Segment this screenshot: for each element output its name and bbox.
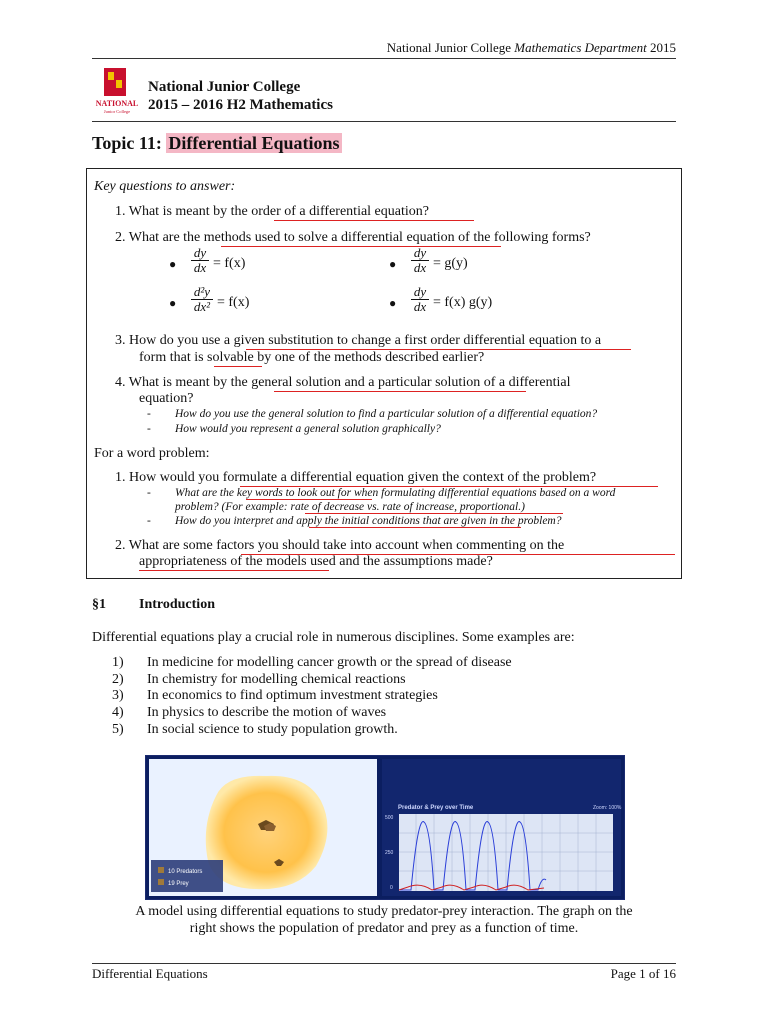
list-item: 3) In economics to find optimum investment strategies — [112, 688, 438, 704]
form-4: = f(x) g(y) — [433, 295, 493, 310]
question-3-line1: 3. How do you use a given substitution to change a first order differential equation to a — [115, 333, 602, 348]
intro-list — [112, 655, 512, 739]
habitat-blob — [206, 776, 328, 889]
question-1: 1. What is meant by the order of a differential equation? — [115, 204, 429, 219]
fraction-dy-dx-2: $\frac{dy}{dx}$ — [411, 246, 429, 275]
section-title: Introduction — [139, 597, 215, 612]
section-number: §1 — [92, 597, 106, 612]
legend-box — [151, 860, 223, 892]
word-q1-sub1-line1: What are the key words to look out for when formulating differential equations based on a word — [175, 487, 616, 499]
form-1: = f(x) — [213, 256, 246, 271]
predator-prey-figure — [145, 755, 625, 900]
college-logo — [92, 66, 142, 114]
form-2: = g(y) — [433, 256, 468, 271]
question-4-line2: equation? — [139, 391, 194, 406]
intro-lead: Differential equations play a crucial role in numerous disciplines. Some examples are: — [92, 630, 575, 645]
word-question-2-line1: 2. What are some factors you should take into account when commenting on the — [115, 538, 565, 553]
fraction-dy-dx-3: $\frac{dy}{dx}$ — [411, 285, 429, 314]
list-item: 2) In chemistry for modelling chemical reactions — [112, 671, 406, 687]
question-4-sub1: How do you use the general solution to find a particular solution of a differential equation? — [175, 408, 598, 420]
y-tick-500: 500 — [385, 815, 394, 821]
word-problem-heading: For a word problem: — [94, 446, 210, 461]
logo-sub: Junior College — [103, 109, 131, 114]
word-question-2-line2: appropriateness of the models used and the assumptions made? — [139, 554, 493, 569]
fraction-dy-dx: $\frac{dy}{dx}$ — [191, 246, 209, 275]
college-title: National Junior College 2015 – 2016 H2 Mathematics — [148, 79, 333, 113]
fraction-d2y-dx2: $\frac{\text{d²y}}{\text{dx²}}$ — [191, 285, 213, 314]
figure-caption: A model using differential equations to study predator-prey interaction. The graph on the right shows the population of predator and prey as a function of time. — [135, 904, 633, 936]
list-item: 5) In social science to study population growth. — [112, 721, 398, 737]
list-item: 4) In physics to describe the motion of waves — [112, 705, 387, 721]
header-rule — [92, 58, 676, 59]
chart-zoom: Zoom: 100% — [593, 805, 622, 811]
y-tick-250: 250 — [385, 850, 394, 856]
topic-heading: Topic 11: Differential Equations — [92, 133, 340, 153]
word-q1-sub2: How do you interpret and apply the initial conditions that are given in the problem? — [175, 515, 562, 527]
y-tick-0: 0 — [390, 885, 393, 891]
footer-page-number: Page 1 of 16 — [610, 966, 676, 981]
question-2: 2. What are the methods used to solve a differential equation of the following forms? — [115, 230, 591, 245]
running-header: National Junior College Mathematics Department 2015 — [386, 40, 676, 55]
legend-prey: 19 Prey — [168, 881, 189, 887]
footer-left: Differential Equations — [92, 966, 208, 981]
chart-title: Predator & Prey over Time — [398, 805, 474, 811]
legend-predators: 10 Predators — [168, 869, 203, 875]
question-4-sub2: How would you represent a general solution graphically? — [175, 423, 441, 435]
logo-name: NATIONAL — [95, 99, 139, 108]
list-item: 1) In medicine for modelling cancer growth or the spread of disease — [112, 655, 512, 670]
question-3-line2: form that is solvable by one of the methods described earlier? — [139, 350, 485, 365]
word-question-1: 1. How would you formulate a differential equation given the context of the problem? — [115, 470, 597, 485]
title-rule — [92, 121, 676, 122]
form-3: = f(x) — [217, 295, 250, 310]
key-questions-box: Key questions to answer: 1. What is meant by the order of a differential equation? 2. What are the methods used to solve a differential equation of the following forms? ● $\frac{dy}{dx}$ = f(x) ● $\frac{dy}{dx}$ = g(y) ● $\frac{\text{d²y}}{\text{dx²}}$ = f(x) ● $\frac{dy}{dx}$ = f(x) g(y) 3. How do you use a given substitution to change a first order differential equation to a form that is solvable by one of the methods described earlier? 4. What is meant by the general solution and a particular solution of a differential equation? - How do you use the general solution to find a particular solution of a differential equation? - How would you represent a general solution graphically? For a word problem: 1. How would you formulate a differential equation given the context of the problem? - What are the key words to look out for when formulating differential equations based on a word problem? (For example: rate of decrease vs. rate of increase, proportional.) - How do you interpret and apply the initial conditions that are given in the problem? 2. What are some factors you should take into account when commenting on the appropriateness of the models used and the assumptions made? — [86, 168, 682, 579]
word-q1-sub1-line2: problem? (For example: rate of decrease vs. rate of increase, proportional.) — [175, 501, 525, 513]
question-4-line1: 4. What is meant by the general solution and a particular solution of a differential — [115, 375, 571, 390]
footer-rule — [92, 963, 676, 964]
key-heading: Key questions to answer: — [94, 179, 236, 194]
